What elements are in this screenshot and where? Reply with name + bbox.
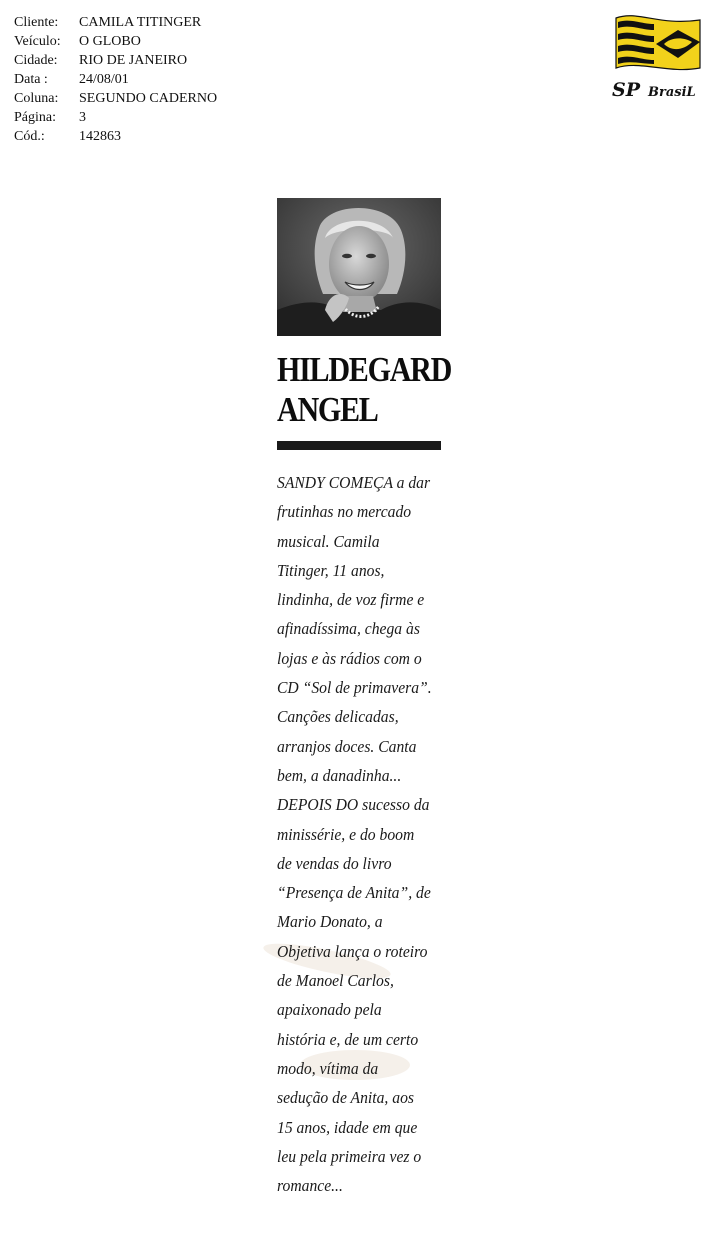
- meta-value: SEGUNDO CADERNO: [79, 91, 218, 106]
- column-line: de Manoel Carlos,: [277, 971, 394, 991]
- meta-label: Página:: [14, 110, 56, 125]
- meta-label: Cliente:: [14, 15, 59, 30]
- meta-row-codigo: [14, 127, 217, 146]
- column-line: CD “Sol de primavera”.: [277, 678, 432, 698]
- column-lead-caps: SANDY COMEÇA a dar: [277, 473, 431, 492]
- column-headline: [277, 350, 452, 430]
- column-line: [277, 468, 443, 497]
- column-line: romance...: [277, 1176, 343, 1196]
- column-line: Objetiva lança o roteiro: [277, 941, 428, 961]
- meta-row-coluna: [14, 89, 217, 108]
- portrait-image: [277, 198, 441, 336]
- column-line: apaixonado pela: [277, 1000, 382, 1020]
- column-line: bem, a danadinha...: [277, 765, 402, 785]
- headline-line: ANGEL: [277, 390, 378, 429]
- meta-row-veiculo: [14, 32, 217, 51]
- columnist-photo: [277, 198, 441, 336]
- column-line: Canções delicadas,: [277, 707, 399, 727]
- column-line: de vendas do livro: [277, 853, 392, 873]
- svg-text:SP: SP: [612, 79, 641, 101]
- column-line: musical. Camila: [277, 531, 380, 551]
- column-line: [277, 790, 443, 819]
- meta-label: Coluna:: [14, 91, 59, 106]
- meta-value: 3: [79, 110, 86, 125]
- headline-line: HILDEGARD: [277, 350, 452, 389]
- column-line: lojas e às rádios com o: [277, 648, 422, 668]
- meta-label: Data :: [14, 72, 48, 87]
- svg-text:BrasiL: BrasiL: [648, 85, 696, 100]
- column-line: afinadíssima, chega às: [277, 619, 420, 639]
- column-line: leu pela primeira vez o: [277, 1146, 422, 1166]
- meta-label: Cód.:: [14, 129, 45, 144]
- meta-value: O GLOBO: [79, 34, 141, 49]
- clipping-metadata: [14, 13, 217, 146]
- column-line: história e, de um certo: [277, 1029, 419, 1049]
- column-line: Mario Donato, a: [277, 912, 383, 932]
- meta-value: CAMILA TITINGER: [79, 15, 202, 30]
- column-line: lindinha, de voz firme e: [277, 590, 425, 610]
- meta-row-pagina: [14, 108, 217, 127]
- meta-label: Veículo:: [14, 34, 61, 49]
- meta-row-cliente: [14, 13, 217, 32]
- column-line: modo, vítima da: [277, 1058, 379, 1078]
- meta-value: 24/08/01: [79, 72, 129, 87]
- meta-row-cidade: [14, 51, 217, 70]
- meta-label: Cidade:: [14, 53, 58, 68]
- column-line: arranjos doces. Canta: [277, 736, 417, 756]
- column-line: Titinger, 11 anos,: [277, 560, 385, 580]
- column-line: minissérie, e do boom: [277, 824, 415, 844]
- column-body: [277, 468, 443, 1200]
- column-section-lead: DEPOIS DO sucesso da: [277, 795, 430, 815]
- meta-value: RIO DE JANEIRO: [79, 53, 188, 68]
- sp-brasil-logo: [608, 12, 708, 104]
- meta-value: 142863: [79, 129, 121, 144]
- column-line: sedução de Anita, aos: [277, 1088, 414, 1108]
- column-line: frutinhas no mercado: [277, 502, 412, 522]
- meta-row-data: [14, 70, 217, 89]
- headline-rule: [277, 441, 441, 450]
- column-line: 15 anos, idade em que: [277, 1117, 418, 1137]
- column-line: “Presença de Anita”, de: [277, 883, 431, 903]
